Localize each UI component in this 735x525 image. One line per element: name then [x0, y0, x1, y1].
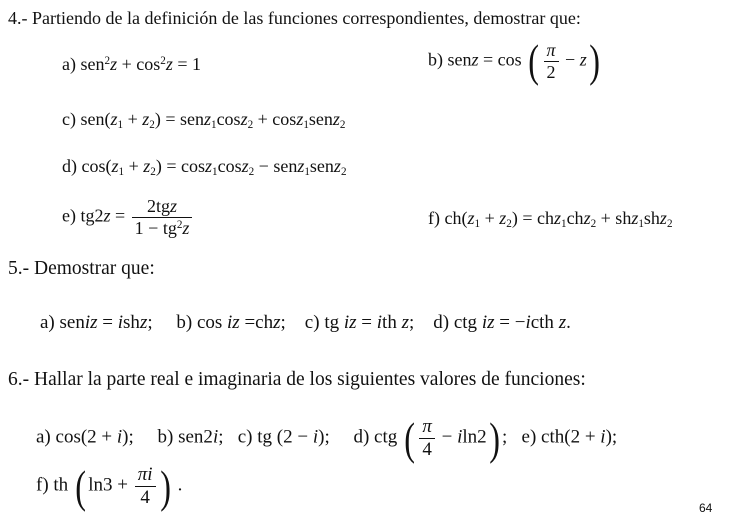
problem-4b: b) senz = cos ( $\frac{\pi}{2}$ − z) [428, 35, 600, 87]
page-number: 64 [699, 501, 713, 515]
problem-4-heading: 4.- Partiendo de la definición de las funciones correspondientes, demostrar que: [8, 8, 581, 28]
label-4b: b) [428, 49, 443, 70]
label-4c: c) [62, 109, 76, 129]
problem-6-items-line2: f) th ( ln3 + $\frac{\pi i}{4}$ ) . [36, 460, 183, 512]
problem-6-items-line1: a) cos(2 + i); b) sen2i; c) tg (2 − i); d) ctg ( $\frac{\pi}{4}$ − iln2) ; e) cth(2 + i); [36, 412, 618, 464]
problem-4d: d) $\cos(z_1 + z_2) = \cos z_1\cos z_2$ − senz$_1$senz$_2$ [62, 156, 347, 178]
label-4e: e) [62, 205, 76, 226]
problem-5-items: a) seniz = ishz; b) cos iz =chz; c) tg iz = ith z; d) ctg iz = −icth z. [40, 312, 571, 333]
label-4a: a) [62, 54, 76, 74]
problem-6-heading: 6.- Hallar la parte real e imaginaria de los siguientes valores de funciones: [8, 369, 586, 390]
problem-4c: c) $sen(z_1 + z_2)$ = senz$_1$cosz$_2$ + cosz$_1$senz$_2$ [62, 109, 346, 131]
problem-4a: a) $sen^2z + \cos^2z = 1$ [62, 54, 201, 74]
problem-5-heading: 5.- Demostrar que: [8, 258, 155, 279]
label-4f: f) [428, 208, 440, 228]
label-4d: d) [62, 156, 77, 176]
problem-4e: e) tg2z = $\frac{\text{2tgz}}{1 - tg^2z}$ [62, 196, 194, 238]
problem-4f: f) $ch(z_1 + z_2) = chz_1chz_2 + shz_1shz_2$ [428, 208, 673, 230]
